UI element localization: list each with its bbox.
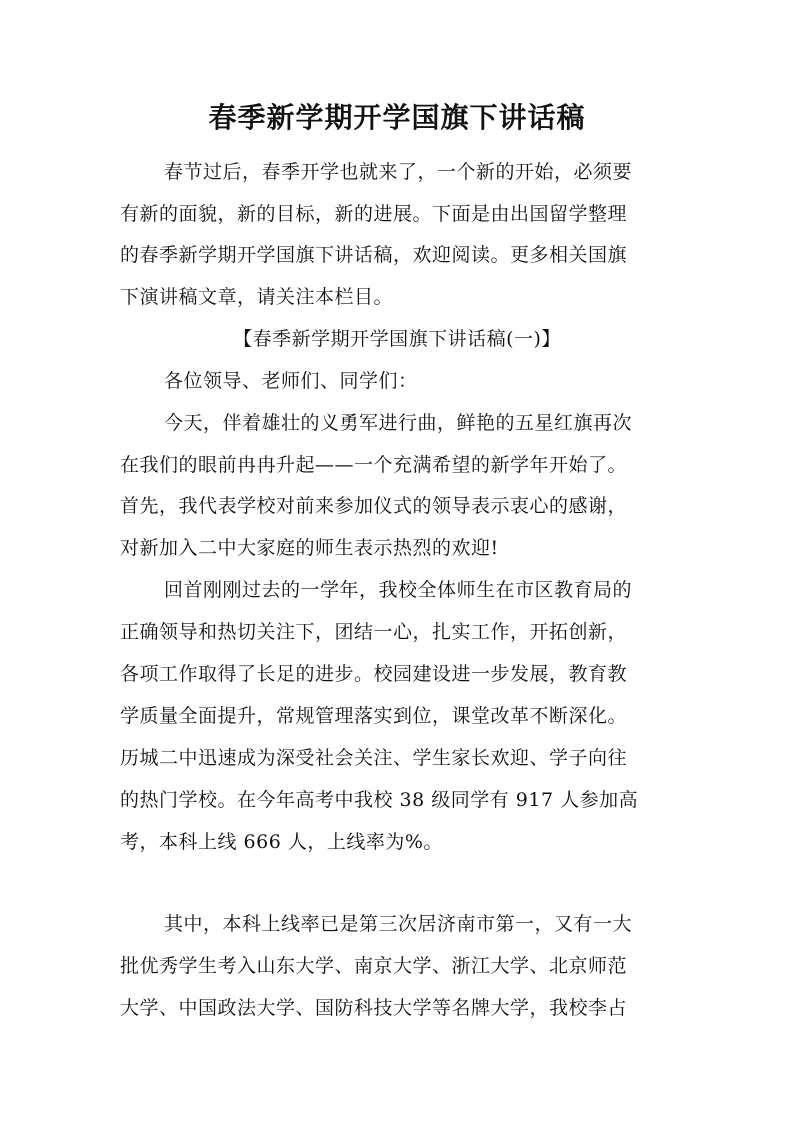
paragraph-line: 今天，伴着雄壮的义勇军进行曲，鲜艳的五星红旗再次 — [164, 412, 633, 434]
paragraph-line: 大学、中国政法大学、国防科技大学等名牌大学，我校李占 — [120, 997, 628, 1019]
page-title: 春季新学期开学国旗下讲话稿 — [208, 101, 586, 134]
paragraph-line: 的热门学校。在今年高考中我校 38 级同学有 917 人参加高 — [120, 789, 639, 811]
paragraph-line: 批优秀学生考入山东大学、南京大学、浙江大学、北京师范 — [120, 955, 628, 977]
intro-line: 的春季新学期开学国旗下讲话稿，欢迎阅读。更多相关国旗 — [120, 244, 628, 266]
paragraph-line: 回首刚刚过去的一学年，我校全体师生在市区教育局的 — [164, 579, 633, 601]
paragraph-line: 各项工作取得了长足的进步。校园建设进一步发展，教育教 — [120, 663, 628, 685]
paragraph-line: 首先，我代表学校对前来参加仪式的领导表示衷心的感谢， — [120, 495, 628, 517]
section-heading: 【春季新学期开学国旗下讲话稿(一)】 — [233, 328, 561, 350]
intro-line: 下演讲稿文章，请关注本栏目。 — [120, 286, 394, 308]
paragraph-line: 其中，本科上线率已是第三次居济南市第一，又有一大 — [164, 913, 633, 935]
intro-line: 有新的面貌，新的目标，新的进展。下面是由出国留学整理 — [120, 203, 628, 225]
paragraph-line: 考，本科上线 666 人，上线率为%。 — [120, 831, 443, 853]
greeting-line: 各位领导、老师们、同学们： — [164, 370, 418, 392]
paragraph-line: 历城二中迅速成为深受社会关注、学生家长欢迎、学子向往 — [120, 747, 628, 769]
paragraph-line: 在我们的眼前冉冉升起——一个充满希望的新学年开始了。 — [120, 454, 628, 476]
paragraph-line: 学质量全面提升，常规管理落实到位，课堂改革不断深化。 — [120, 705, 628, 727]
intro-line: 春节过后，春季开学也就来了，一个新的开始，必须要 — [164, 161, 633, 183]
paragraph-line: 正确领导和热切关注下，团结一心，扎实工作，开拓创新， — [120, 621, 628, 643]
paragraph-line: 对新加入二中大家庭的师生表示热烈的欢迎! — [120, 537, 499, 559]
